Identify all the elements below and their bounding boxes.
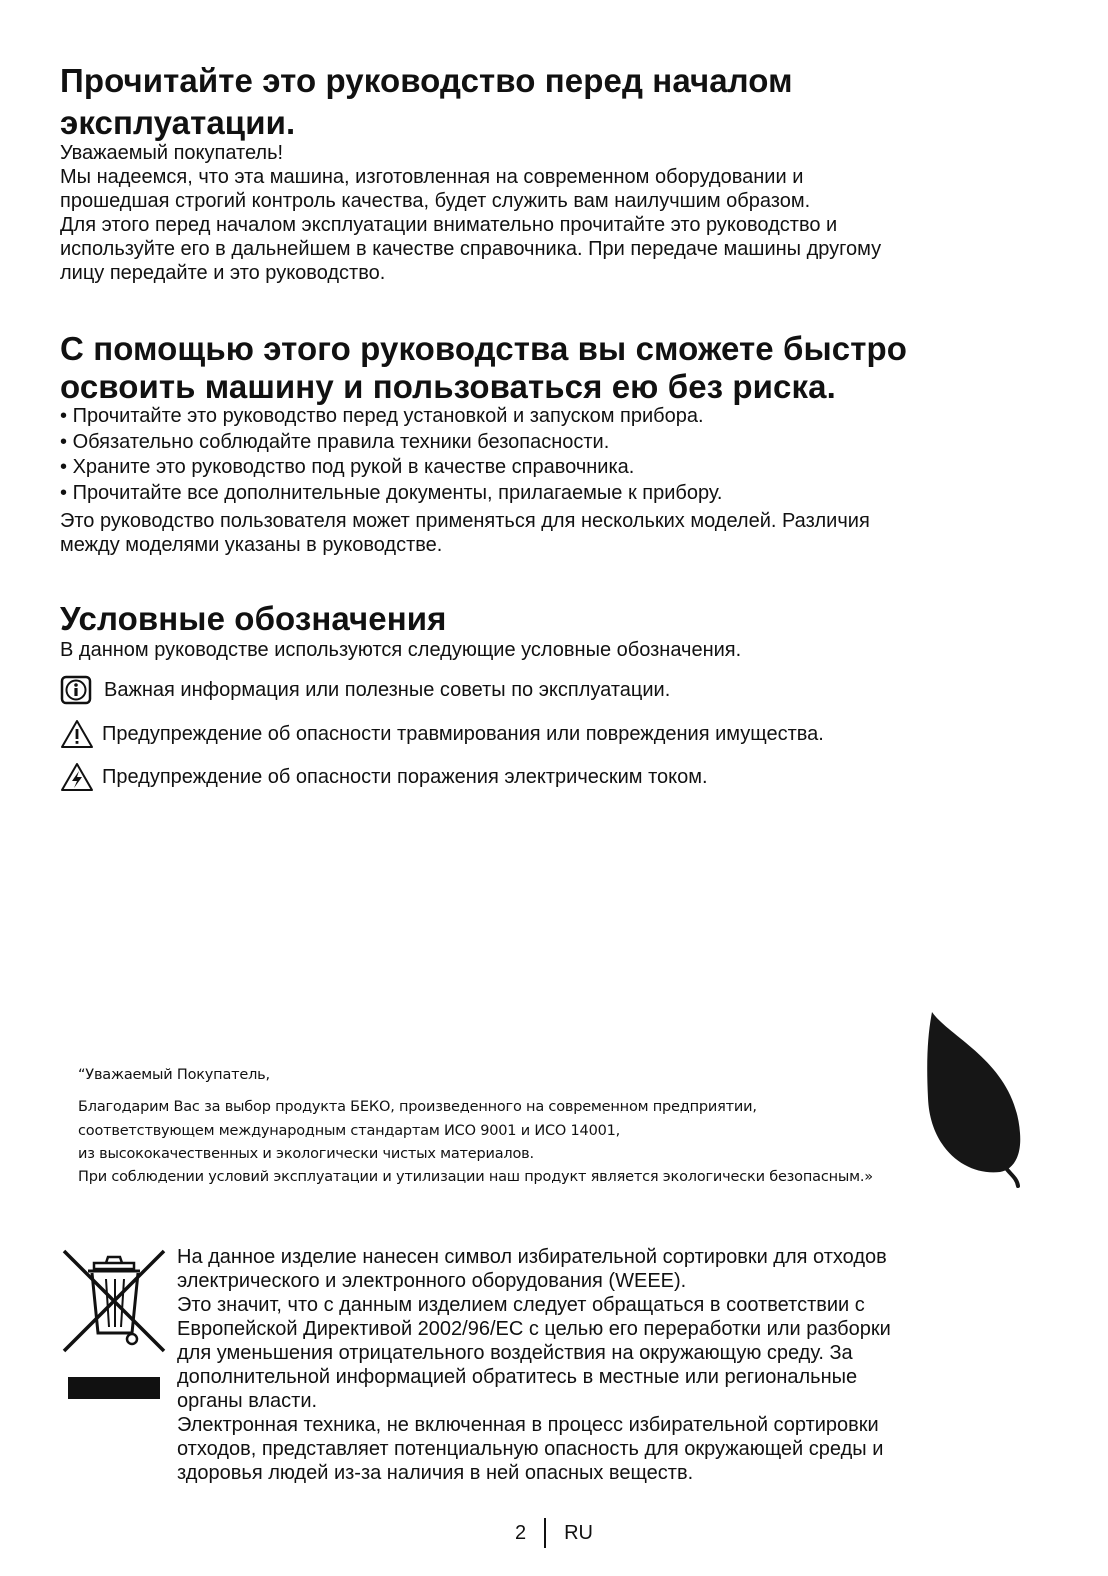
weee-line: дополнительной информацией обратитесь в местные или региональные — [177, 1366, 858, 1388]
footer-separator — [544, 1518, 546, 1548]
guide-title-line2: освоить машину и пользоваться ею без риска. — [60, 368, 836, 405]
symbol-row-warning — [60, 719, 824, 749]
intro-title-line2: эксплуатации. — [60, 104, 296, 141]
weee-line: отходов, представляет потенциальную опасность для окружающей среды и — [177, 1438, 884, 1460]
intro-para1-line2: прошедшая строгий контроль качества, будет служить вам наилучшим образом. — [60, 190, 811, 212]
weee-line: органы власти. — [177, 1390, 318, 1412]
weee-line: для уменьшения отрицательного воздействия на окружающую среду. За — [177, 1342, 853, 1364]
page-footer — [0, 1518, 1108, 1548]
weee-line: Электронная техника, не включенная в процесс избирательной сортировки — [177, 1414, 879, 1436]
eco-line4: из высококачественных и экологически чистых материалов. — [78, 1146, 534, 1162]
symbols-intro: В данном руководстве используются следующие условные обозначения. — [60, 639, 742, 661]
eco-line3: соответствующем международным стандартам ИСО 9001 и ИСО 14001, — [78, 1123, 621, 1139]
intro-para2-line1: Для этого перед началом эксплуатации внимательно прочитайте это руководство и — [60, 214, 838, 236]
leaf-icon — [920, 1008, 1030, 1188]
guide-bullet: • Храните это руководство под рукой в качестве справочника. — [60, 455, 722, 481]
page-number: 2 — [514, 1521, 527, 1544]
intro-para1-line1: Мы надеемся, что эта машина, изготовленная на современном оборудовании и — [60, 166, 804, 188]
warning-triangle-icon — [60, 719, 94, 749]
info-icon — [60, 675, 94, 705]
eco-line2: Благодарим Вас за выбор продукта БЕКО, произведенного на современном предприятии, — [78, 1099, 757, 1115]
eco-line1: “Уважаемый Покупатель, — [78, 1067, 270, 1083]
symbols-title: Условные обозначения — [60, 600, 447, 637]
guide-note-line1: Это руководство пользователя может применяться для нескольких моделей. Различия — [60, 510, 870, 532]
intro-para2-line2: используйте его в дальнейшем в качестве справочника. При передаче машины другому — [60, 238, 882, 260]
crossed-bin-icon — [60, 1245, 168, 1405]
guide-bullet: • Обязательно соблюдайте правила техники безопасности. — [60, 430, 722, 456]
guide-bullet: • Прочитайте все дополнительные документы, прилагаемые к прибору. — [60, 481, 722, 507]
guide-bullet: • Прочитайте это руководство перед установкой и запуском прибора. — [60, 404, 722, 430]
intro-greeting: Уважаемый покупатель! — [60, 142, 284, 164]
guide-bullet-list — [60, 404, 722, 506]
electric-warning-icon — [60, 762, 94, 792]
guide-title-line1: С помощью этого руководства вы сможете быстро — [60, 330, 908, 367]
page-language: RU — [564, 1521, 593, 1544]
symbol-electric-text: Предупреждение об опасности поражения электрическим током. — [102, 766, 708, 788]
symbol-row-electric — [60, 762, 708, 792]
intro-para2-line3: лицу передайте и это руководство. — [60, 262, 386, 284]
weee-line: На данное изделие нанесен символ избирательной сортировки для отходов — [177, 1246, 887, 1268]
weee-line: здоровья людей из-за наличия в ней опасных веществ. — [177, 1462, 694, 1484]
weee-line: электрического и электронного оборудования (WEEE). — [177, 1270, 687, 1292]
symbol-warning-text: Предупреждение об опасности травмирования или повреждения имущества. — [102, 723, 824, 745]
symbol-row-info — [60, 675, 670, 705]
weee-line: Это значит, что с данным изделием следует обращаться в соответствии с — [177, 1294, 865, 1316]
guide-note-line2: между моделями указаны в руководстве. — [60, 534, 443, 556]
weee-text — [177, 1245, 1057, 1485]
intro-title-line1: Прочитайте это руководство перед началом — [60, 62, 793, 99]
eco-line5: При соблюдении условий эксплуатации и утилизации наш продукт является экологически безопасным.» — [78, 1169, 873, 1185]
weee-line: Европейской Директивой 2002/96/ЕС с целью его переработки или разборки — [177, 1318, 891, 1340]
symbol-info-text: Важная информация или полезные советы по эксплуатации. — [104, 679, 671, 701]
